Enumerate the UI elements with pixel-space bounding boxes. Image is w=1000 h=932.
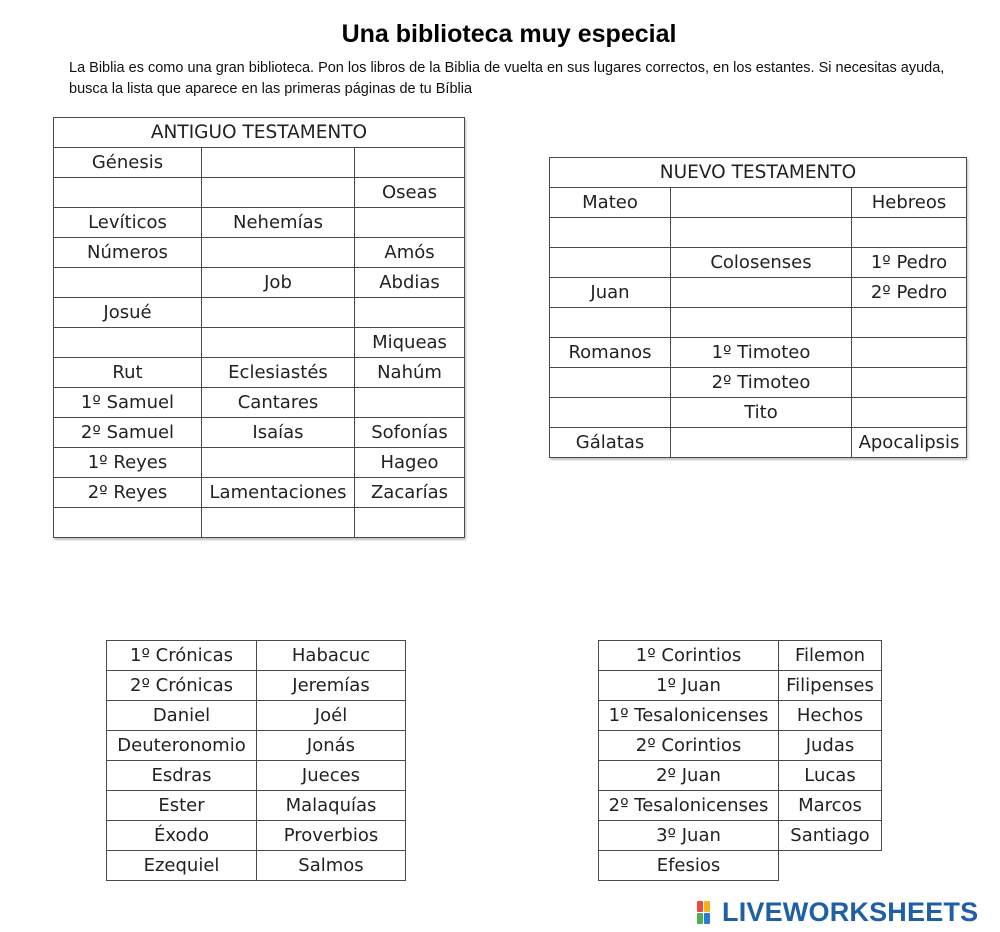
draggable-book-option[interactable]: Judas <box>779 731 882 761</box>
draggable-book-option[interactable]: 1º Juan <box>599 671 779 701</box>
book-label: Tito <box>671 398 852 428</box>
empty-shelf-slot[interactable] <box>202 238 355 268</box>
shelf-row <box>54 388 465 418</box>
word-bank-row <box>107 821 406 851</box>
book-label: Sofonías <box>355 418 465 448</box>
empty-shelf-slot[interactable] <box>852 368 967 398</box>
shelf-row <box>550 338 967 368</box>
word-bank-row <box>107 851 406 881</box>
book-label: Job <box>202 268 355 298</box>
empty-shelf-slot[interactable] <box>202 298 355 328</box>
word-bank-row <box>599 641 882 671</box>
empty-shelf-slot[interactable] <box>202 448 355 478</box>
empty-shelf-slot[interactable] <box>550 308 671 338</box>
empty-shelf-slot[interactable] <box>852 308 967 338</box>
shelf-row <box>54 448 465 478</box>
empty-shelf-slot[interactable] <box>202 178 355 208</box>
word-bank-row <box>599 731 882 761</box>
book-label: Cantares <box>202 388 355 418</box>
draggable-book-option[interactable]: Santiago <box>779 821 882 851</box>
word-bank-row <box>599 671 882 701</box>
shelf-row <box>550 278 967 308</box>
shelf-row <box>550 188 967 218</box>
word-bank-row <box>599 701 882 731</box>
book-label: 1º Pedro <box>852 248 967 278</box>
shelf-row <box>54 268 465 298</box>
empty-shelf-slot[interactable] <box>355 208 465 238</box>
draggable-book-option[interactable]: 1º Crónicas <box>107 641 257 671</box>
draggable-book-option[interactable]: Éxodo <box>107 821 257 851</box>
draggable-book-option[interactable]: Malaquías <box>257 791 406 821</box>
shelf-row <box>550 368 967 398</box>
shelf-row <box>54 298 465 328</box>
book-label: Rut <box>54 358 202 388</box>
word-bank-row <box>107 731 406 761</box>
blank-cell <box>779 851 882 881</box>
draggable-book-option[interactable]: 2º Corintios <box>599 731 779 761</box>
empty-shelf-slot[interactable] <box>550 398 671 428</box>
book-label: Nehemías <box>202 208 355 238</box>
liveworksheets-logo <box>697 896 978 928</box>
draggable-book-option[interactable]: 1º Tesalonicenses <box>599 701 779 731</box>
shelf-row <box>54 418 465 448</box>
draggable-book-option[interactable]: Proverbios <box>257 821 406 851</box>
book-label: Lamentaciones <box>202 478 355 508</box>
draggable-book-option[interactable]: 2º Juan <box>599 761 779 791</box>
book-label: Juan <box>550 278 671 308</box>
empty-shelf-slot[interactable] <box>355 388 465 418</box>
empty-shelf-slot[interactable] <box>550 248 671 278</box>
empty-shelf-slot[interactable] <box>852 398 967 428</box>
book-label: Zacarías <box>355 478 465 508</box>
book-label: Apocalipsis <box>852 428 967 458</box>
page-title: Una biblioteca muy especial <box>341 20 677 48</box>
book-label: 2º Pedro <box>852 278 967 308</box>
book-label: Abdias <box>355 268 465 298</box>
book-label: 1º Reyes <box>54 448 202 478</box>
book-label: Amós <box>355 238 465 268</box>
empty-shelf-slot[interactable] <box>852 218 967 248</box>
book-label: Eclesiastés <box>202 358 355 388</box>
empty-shelf-slot[interactable] <box>671 428 852 458</box>
draggable-book-option[interactable]: Jueces <box>257 761 406 791</box>
book-label: Colosenses <box>671 248 852 278</box>
book-label: Nahúm <box>355 358 465 388</box>
book-label: Mateo <box>550 188 671 218</box>
draggable-book-option[interactable]: Salmos <box>257 851 406 881</box>
empty-shelf-slot[interactable] <box>852 338 967 368</box>
shelf-row <box>550 218 967 248</box>
shelf-row <box>54 238 465 268</box>
empty-shelf-slot[interactable] <box>671 218 852 248</box>
empty-shelf-slot[interactable] <box>54 268 202 298</box>
word-bank-row <box>107 761 406 791</box>
empty-shelf-slot[interactable] <box>550 368 671 398</box>
shelf-row <box>550 428 967 458</box>
empty-shelf-slot[interactable] <box>202 508 355 538</box>
word-bank-row <box>599 791 882 821</box>
antiguo-testamento-word-bank <box>106 640 406 881</box>
empty-shelf-slot[interactable] <box>671 188 852 218</box>
shelf-row <box>54 478 465 508</box>
draggable-book-option[interactable]: 3º Juan <box>599 821 779 851</box>
book-label: Números <box>54 238 202 268</box>
shelf-row <box>550 248 967 278</box>
empty-shelf-slot[interactable] <box>671 278 852 308</box>
draggable-book-option[interactable]: Jonás <box>257 731 406 761</box>
word-bank-row <box>599 761 882 791</box>
empty-shelf-slot[interactable] <box>355 148 465 178</box>
book-label: Hageo <box>355 448 465 478</box>
antiguo-testamento-shelf <box>53 117 465 538</box>
draggable-book-option[interactable]: Efesios <box>599 851 779 881</box>
draggable-book-option[interactable]: Esdras <box>107 761 257 791</box>
book-label: Josué <box>54 298 202 328</box>
draggable-book-option[interactable]: Filemon <box>779 641 882 671</box>
draggable-book-option[interactable]: Daniel <box>107 701 257 731</box>
liveworksheets-logo-text: LIVEWORKSHEETS <box>722 896 979 927</box>
draggable-book-option[interactable]: Habacuc <box>257 641 406 671</box>
shelf-row <box>54 328 465 358</box>
word-bank-row <box>599 821 882 851</box>
book-label: Miqueas <box>355 328 465 358</box>
book-label: Isaías <box>202 418 355 448</box>
book-label: 2º Samuel <box>54 418 202 448</box>
shelf-row <box>54 358 465 388</box>
draggable-book-option[interactable]: Ezequiel <box>107 851 257 881</box>
word-bank-row <box>599 851 882 881</box>
antiguo-testamento-header: ANTIGUO TESTAMENTO <box>54 118 465 148</box>
nuevo-testamento-word-bank <box>598 640 882 881</box>
book-label: Levíticos <box>54 208 202 238</box>
book-label: 1º Timoteo <box>671 338 852 368</box>
book-label: Gálatas <box>550 428 671 458</box>
word-bank-row <box>107 791 406 821</box>
book-label: 2º Reyes <box>54 478 202 508</box>
instructions-text: La Biblia es como una gran biblioteca. Pon los libros de la Biblia de vuelta en sus lugares correctos, en los estantes. Si necesitas ayuda, busca la lista que aparece en las primeras páginas de tu Bíblia <box>69 60 945 97</box>
shelf-row <box>54 508 465 538</box>
book-label: 1º Samuel <box>54 388 202 418</box>
word-bank-row <box>107 641 406 671</box>
book-label: Romanos <box>550 338 671 368</box>
empty-shelf-slot[interactable] <box>550 218 671 248</box>
draggable-book-option[interactable]: Filipenses <box>779 671 882 701</box>
word-bank-row <box>107 671 406 701</box>
empty-shelf-slot[interactable] <box>54 508 202 538</box>
nuevo-testamento-header: NUEVO TESTAMENTO <box>550 158 967 188</box>
shelf-row <box>550 308 967 338</box>
book-label: Hebreos <box>852 188 967 218</box>
draggable-book-option[interactable]: Joél <box>257 701 406 731</box>
shelf-row <box>550 398 967 428</box>
draggable-book-option[interactable]: Jeremías <box>257 671 406 701</box>
shelf-row <box>54 178 465 208</box>
word-bank-row <box>107 701 406 731</box>
draggable-book-option[interactable]: Lucas <box>779 761 882 791</box>
draggable-book-option[interactable]: Ester <box>107 791 257 821</box>
draggable-book-option[interactable]: 2º Tesalonicenses <box>599 791 779 821</box>
empty-shelf-slot[interactable] <box>355 298 465 328</box>
draggable-book-option[interactable]: Marcos <box>779 791 882 821</box>
nuevo-testamento-shelf <box>549 157 967 458</box>
empty-shelf-slot[interactable] <box>202 148 355 178</box>
empty-shelf-slot[interactable] <box>54 178 202 208</box>
book-label: Oseas <box>355 178 465 208</box>
shelf-row <box>54 208 465 238</box>
draggable-book-option[interactable]: Deuteronomio <box>107 731 257 761</box>
empty-shelf-slot[interactable] <box>355 508 465 538</box>
empty-shelf-slot[interactable] <box>54 328 202 358</box>
draggable-book-option[interactable]: 2º Crónicas <box>107 671 257 701</box>
book-label: Génesis <box>54 148 202 178</box>
empty-shelf-slot[interactable] <box>202 328 355 358</box>
draggable-book-option[interactable]: 1º Corintios <box>599 641 779 671</box>
book-label: 2º Timoteo <box>671 368 852 398</box>
shelf-row <box>54 148 465 178</box>
liveworksheets-logo-icon <box>697 900 719 924</box>
empty-shelf-slot[interactable] <box>671 308 852 338</box>
draggable-book-option[interactable]: Hechos <box>779 701 882 731</box>
